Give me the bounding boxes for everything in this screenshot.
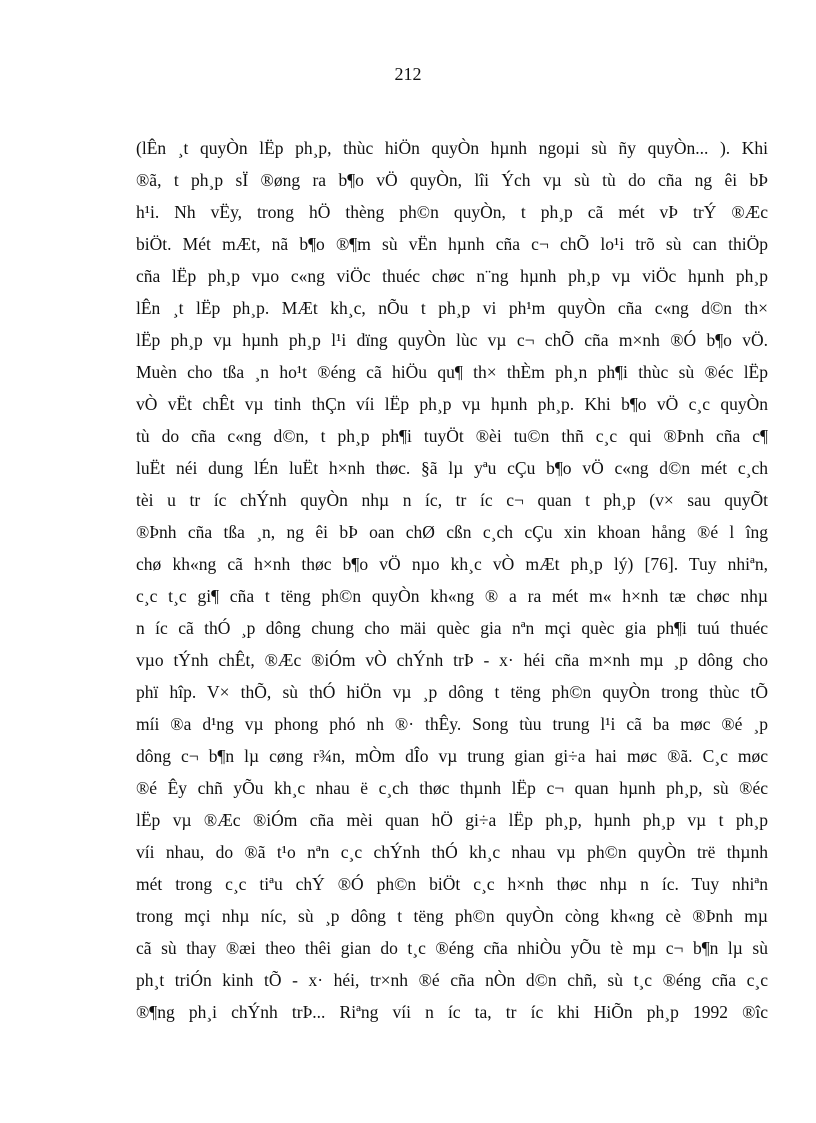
text-line: lËp ph¸p vµ hµnh ph¸p l¹i dïng quyÒn lùc vµ c¬ chÕ cña m×nh ®Ó b¶o vÖ. — [136, 330, 768, 350]
text-line: lËp vµ ®Æc ®iÓm cña mèi quan hÖ gi÷a lËp ph¸p, hµnh ph¸p vµ t ph¸p — [136, 810, 768, 830]
text-line: cña lËp ph¸p vµo c«ng viÖc thuéc chøc n¨ng hµnh ph¸p vµ viÖc hµnh ph¸p — [136, 266, 768, 286]
page-number: 212 — [394, 64, 422, 84]
text-line: tèi u tr íc chÝnh quyÒn nhµ n íc, tr íc c¬ quan t ph¸p (v× sau quyÕt — [136, 490, 768, 510]
text-line: lÊn ¸t lËp ph¸p. MÆt kh¸c, nÕu t ph¸p vi ph¹m quyÒn cña c«ng d©n th× — [136, 298, 768, 318]
text-line: Muèn cho tßa ¸n ho¹t ®éng cã hiÖu qu¶ th× thÈm ph¸n ph¶i thùc sù ®éc lËp — [136, 362, 768, 382]
text-line: ®é Êy chñ yÕu kh¸c nhau ë c¸ch thøc thµnh lËp c¬ quan hµnh ph¸p, sù ®éc — [136, 778, 768, 798]
text-line: mét trong c¸c tiªu chÝ ®Ó ph©n biÖt c¸c h×nh thøc nhµ n íc. Tuy nhiªn — [136, 874, 768, 894]
text-line: vµo tÝnh chÊt, ®Æc ®iÓm vÒ chÝnh trÞ - x· héi cña m×nh mµ ¸p dông cho — [136, 650, 768, 670]
text-line: (lÊn ¸t quyÒn lËp ph¸p, thùc hiÖn quyÒn hµnh ngoµi sù ñy quyÒn... ). Khi — [136, 138, 768, 158]
text-line: biÖt. Mét mÆt, nã b¶o ®¶m sù vËn hµnh cña c¬ chÕ lo¹i trõ sù can thiÖp — [136, 234, 768, 254]
text-line: h¹i. Nh vËy, trong hÖ thèng ph©n quyÒn, t ph¸p cã mét vÞ trÝ ®Æc — [136, 202, 768, 222]
text-line: míi ®a d¹ng vµ phong phó nh ®· thÊy. Song tùu trung l¹i cã ba møc ®é ¸p — [136, 714, 768, 734]
text-line: dông c¬ b¶n lµ cøng r¾n, mÒm dÎo vµ trung gian gi÷a hai møc ®ã. C¸c møc — [136, 746, 768, 766]
body-text — [136, 132, 768, 1028]
text-line: víi nhau, do ®ã t¹o nªn c¸c chÝnh thÓ kh¸c nhau vµ ph©n quyÒn trë thµnh — [136, 842, 768, 862]
text-line: c¸c t¸c gi¶ cña t tëng ph©n quyÒn kh«ng ® a ra mét m« h×nh tæ chøc nhµ — [136, 586, 768, 606]
text-line: ph¸t triÓn kinh tÕ - x· héi, tr×nh ®é cña nÒn d©n chñ, sù t¸c ®éng cña c¸c — [136, 970, 768, 990]
text-line: tù do cña c«ng d©n, t ph¸p ph¶i tuyÖt ®èi tu©n thñ c¸c qui ®Þnh cña c¶ — [136, 426, 768, 446]
text-line: ®ã, t ph¸p sÏ ®øng ra b¶o vÖ quyÒn, lîi Ých vµ sù tù do cña ng êi bÞ — [136, 170, 768, 190]
text-line: chø kh«ng cã h×nh thøc b¶o vÖ nµo kh¸c vÒ mÆt ph¸p lý) [76]. Tuy nhiªn, — [136, 554, 768, 574]
text-line: cã sù thay ®æi theo thêi gian do t¸c ®éng cña nhiÒu yÕu tè mµ c¬ b¶n lµ sù — [136, 938, 768, 958]
text-line: n íc cã thÓ ¸p dông chung cho mäi quèc gia nªn mçi quèc gia ph¶i tuú thuéc — [136, 618, 768, 638]
text-line: luËt néi dung lÉn luËt h×nh thøc. §ã lµ yªu cÇu b¶o vÖ c«ng d©n mét c¸ch — [136, 458, 768, 478]
text-line: ®Þnh cña tßa ¸n, ng êi bÞ oan chØ cßn c¸ch cÇu xin khoan hång ®é l îng — [136, 522, 768, 542]
text-line: phï hîp. V× thÕ, sù thÓ hiÖn vµ ¸p dông t tëng ph©n quyÒn trong thùc tÕ — [136, 682, 768, 702]
text-line: trong mçi nhµ níc, sù ¸p dông t tëng ph©n quyÒn còng kh«ng cè ®Þnh mµ — [136, 906, 768, 926]
text-line: vÒ vËt chÊt vµ tinh thÇn víi lËp ph¸p vµ hµnh ph¸p. Khi b¶o vÖ c¸c quyÒn — [136, 394, 768, 414]
text-line: ®¶ng ph¸i chÝnh trÞ... Riªng víi n íc ta, tr íc khi HiÕn ph¸p 1992 ®îc — [136, 1002, 768, 1022]
